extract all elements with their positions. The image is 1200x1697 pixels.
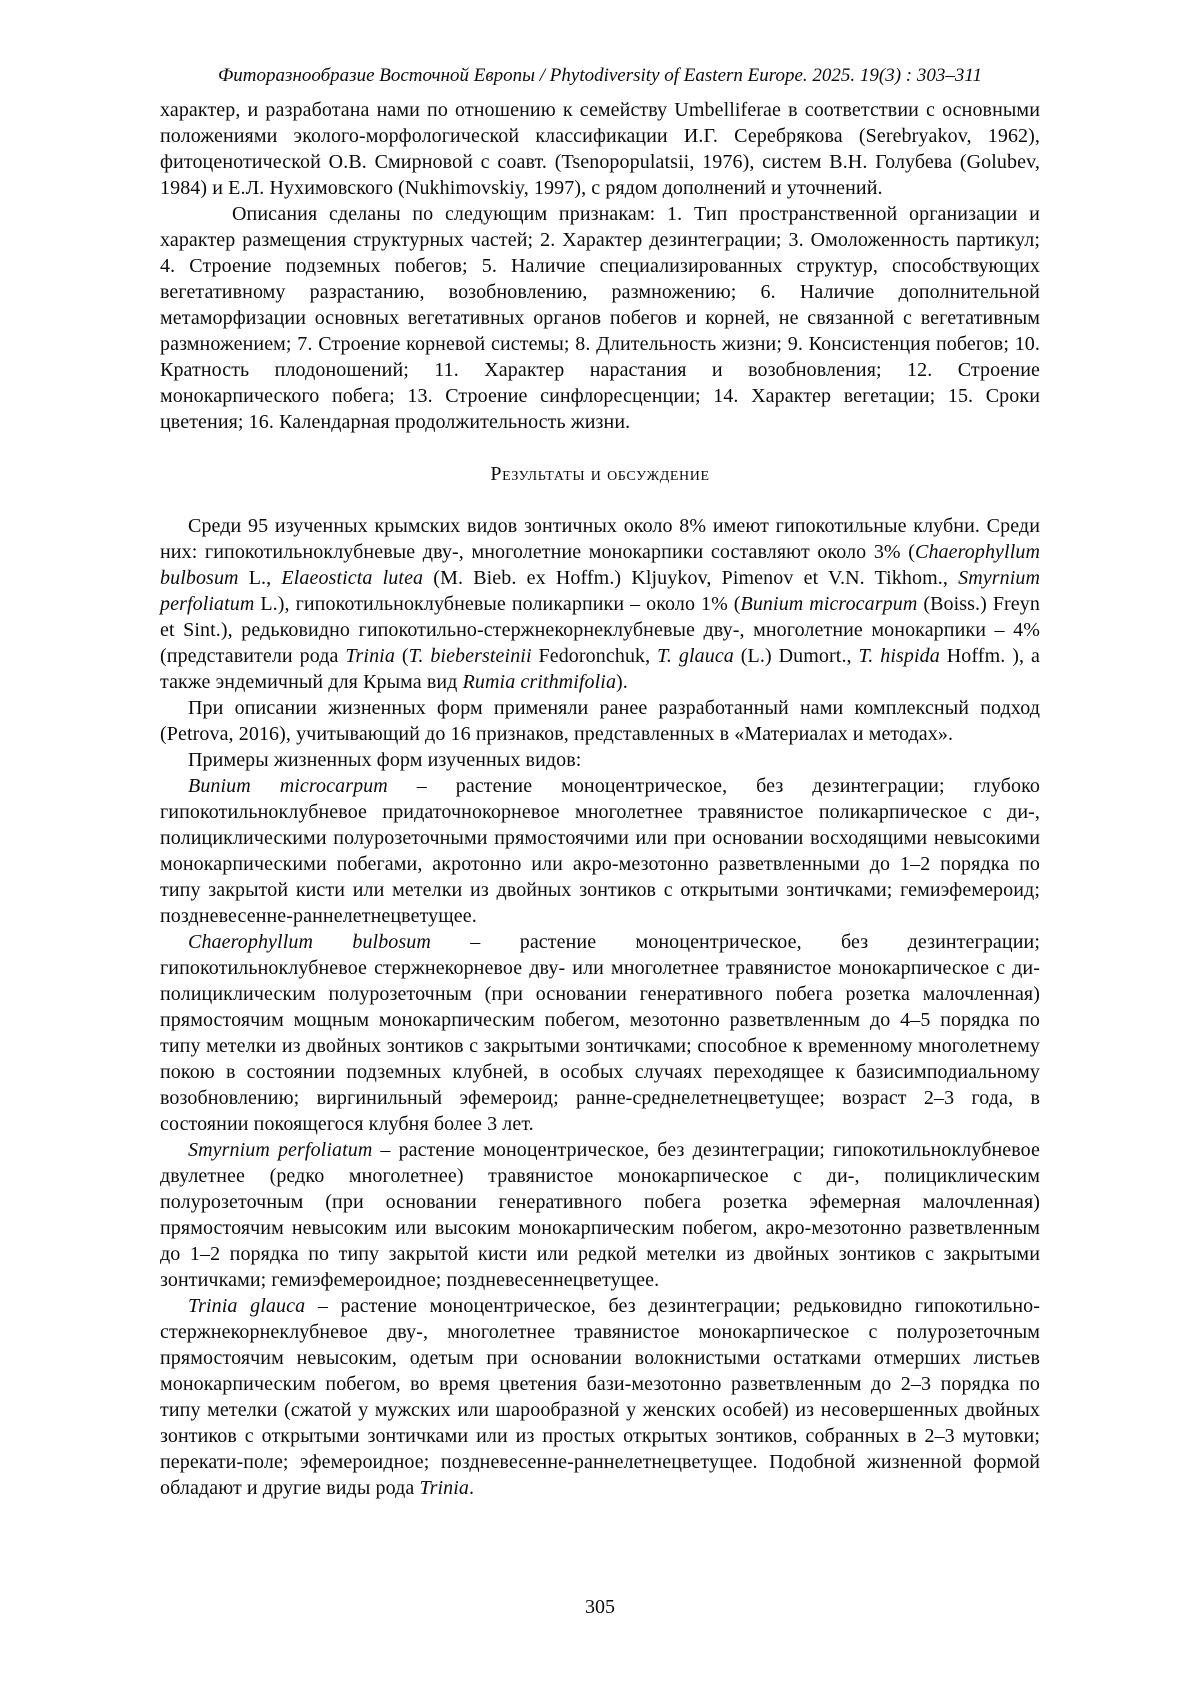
text-run: L.,: [238, 567, 282, 589]
species-name: T. hispida: [858, 645, 940, 667]
page-number: 305: [585, 1596, 615, 1618]
text-run: (M. Bieb. ex Hoffm.) Kljuykov, Pimenov et V.N. Tikhom.,: [423, 567, 959, 589]
paragraph-trinia-glauca: [160, 1293, 1040, 1501]
article-body: [160, 97, 1040, 1501]
species-name: T. biebersteinii: [408, 645, 532, 667]
text-run: (L.) Dumort.,: [733, 645, 859, 667]
text-run: – растение моноцентрическое, без дезинтеграции; глубоко гипокотильноклубневое придаточнокорневое многолетнее травянистое поликарпическое с ди-, полициклическими полурозеточными прямостоячими или при основании восходящими невысокими монокарпическими побегами, акротонно или акро-мезотонно разветвленными до 1–2 порядка по типу закрытой кисти или метелки из двойных зонтиков с открытыми зонтичками; гемиэфемероид; поздневесенне-раннелетнецветущее.: [160, 775, 1040, 927]
species-name: Rumia crithmifolia: [462, 671, 617, 693]
text-run: (: [394, 645, 409, 667]
paragraph-description-criteria: [160, 201, 1040, 435]
journal-running-header: Фиторазнообразие Восточной Европы / Phytodiversity of Eastern Europe. 2025. 19(3) : 303–311: [218, 65, 982, 86]
text-run: Fedoronchuk,: [531, 645, 658, 667]
species-name: Chaerophyllum bulbosum: [188, 931, 431, 953]
species-name: Chaerophyllum bulbosum: [160, 541, 1040, 589]
paragraph-smyrnium-perfoliatum: [160, 1137, 1040, 1293]
paragraph-examples-intro: [160, 747, 1040, 773]
species-name: Bunium microcarpum: [740, 593, 918, 615]
text-run: (Boiss.) Freyn et Sint.), редьковидно гипокотильно-стержнекорнеклубневые дву-, многолетние монокарпики – 4% (представители рода: [160, 593, 1040, 667]
text-run: – растение моноцентрическое, без дезинтеграции; гипокотильноклубневое стержнекорневое дву- или многолетнее травянистое монокарпическое с ди-полициклическим полурозеточным (при основании генеративного побега розетка малочленная) прямостоячим мощным монокарпическим побегом, мезотонно разветвленным до 4–5 порядка по типу метелки из двойных зонтиков с закрытыми зонтичками; способное к временному многолетнему покою в состоянии подземных клубней, в особых случаях переходящее к базисимподиальному возобновлению; виргинильный эфемероид; ранне-среднелетнецветущее; возраст 2–3 года, в состоянии покоящегося клубня более 3 лет.: [160, 931, 1040, 1135]
section-heading: Результаты и обсуждение: [490, 463, 710, 485]
paragraph-continuation: [160, 97, 1040, 201]
text-run: характер, и разработана нами по отношению к семейству Umbelliferae в соответствии с основными положениями эколого-морфологической классификации И.Г. Серебрякова (Serebryakov, 1962), фитоценотической О.В. Смирновой с соавт. (Tsenopopulatsii, 1976), систем В.Н. Голубева (Golubev, 1984) и Е.Л. Нухимовского (Nukhimovskiy, 1997), с рядом дополнений и уточнений.: [160, 99, 1040, 199]
species-name: Trinia: [419, 1477, 469, 1499]
text-run: Среди 95 изученных крымских видов зонтичных около 8% имеют гипокотильные клубни. Среди них: гипокотильноклубневые дву-, многолетние монокарпики составляют около 3% (: [160, 515, 1040, 563]
text-run: L.), гипокотильноклубневые поликарпики – около 1% (: [254, 593, 741, 615]
species-name: Smyrnium perfoliatum: [188, 1139, 373, 1161]
species-name: Bunium microcarpum: [188, 775, 388, 797]
text-run: При описании жизненных форм применяли ранее разработанный нами комплексный подход (Petrova, 2016), учитывающий до 16 признаков, представленных в «Материалах и методах».: [160, 697, 1040, 745]
paragraph-results-overview: [160, 513, 1040, 695]
paragraph-approach: [160, 695, 1040, 747]
text-run: Hoffm. ), а также эндемичный для Крыма вид: [160, 645, 1040, 693]
text-run: – растение моноцентрическое, без дезинтеграции; гипокотильноклубневое двулетнее (редко многолетнее) травянистое монокарпическое с ди-, полициклическим полурозеточным (при основании генеративного побега розетка эфемерная малочленная) прямостоячим невысоким или высоким монокарпическим побегом, акро-мезотонно разветвленным до 1–2 порядка по типу закрытой кисти или редкой метелки из двойных зонтиков с закрытыми зонтичками; гемиэфемероидное; поздневесеннецветущее.: [160, 1139, 1040, 1291]
text-run: – растение моноцентрическое, без дезинтеграции; редьковидно гипокотильно-стержнекорнеклубневое дву-, многолетнее травянистое монокарпическое с полурозеточным прямостоячим невысоким, одетым при основании волокнистыми остатками отмерших листьев монокарпическим побегом, во время цветения бази-мезотонно разветвленным до 2–3 порядка по типу метелки (сжатой у мужских или шарообразной у женских особей) из несовершенных двойных зонтиков с открытыми зонтичками или из простых открытых зонтиков, собранных в 2–3 мутовки; перекати-поле; эфемероидное; поздневесенне-раннелетнецветущее. Подобной жизненной формой обладают и другие виды рода: [160, 1295, 1040, 1499]
species-name: T. glauca: [657, 645, 734, 667]
text-run: ).: [616, 671, 628, 693]
species-name: Trinia glauca: [188, 1295, 306, 1317]
paragraph-chaerophyllum-bulbosum: [160, 929, 1040, 1137]
text-run: Примеры жизненных форм изученных видов:: [188, 749, 582, 771]
paragraph-bunium-microcarpum: [160, 773, 1040, 929]
species-name: Elaeosticta lutea: [281, 567, 424, 589]
species-name: Trinia: [345, 645, 395, 667]
text-run: Описания сделаны по следующим признакам: 1. Тип пространственной организации и характер размещения структурных частей; 2. Характер дезинтеграции; 3. Омоложенность партикул; 4. Строение подземных побегов; 5. Наличие специализированных структур, способствующих вегетативному разрастанию, возобновлению, размножению; 6. Наличие дополнительной метаморфизации основных вегетативных органов побегов и корней, не связанной с вегетативным размножением; 7. Строение корневой системы; 8. Длительность жизни; 9. Консистенция побегов; 10. Кратность плодоношений; 11. Характер нарастания и возобновления; 12. Строение монокарпического побега; 13. Строение синфлоресценции; 14. Характер вегетации; 15. Сроки цветения; 16. Календарная продолжительность жизни.: [160, 203, 1040, 433]
species-name: Smyrnium perfoliatum: [160, 567, 1041, 615]
text-run: .: [468, 1477, 475, 1499]
